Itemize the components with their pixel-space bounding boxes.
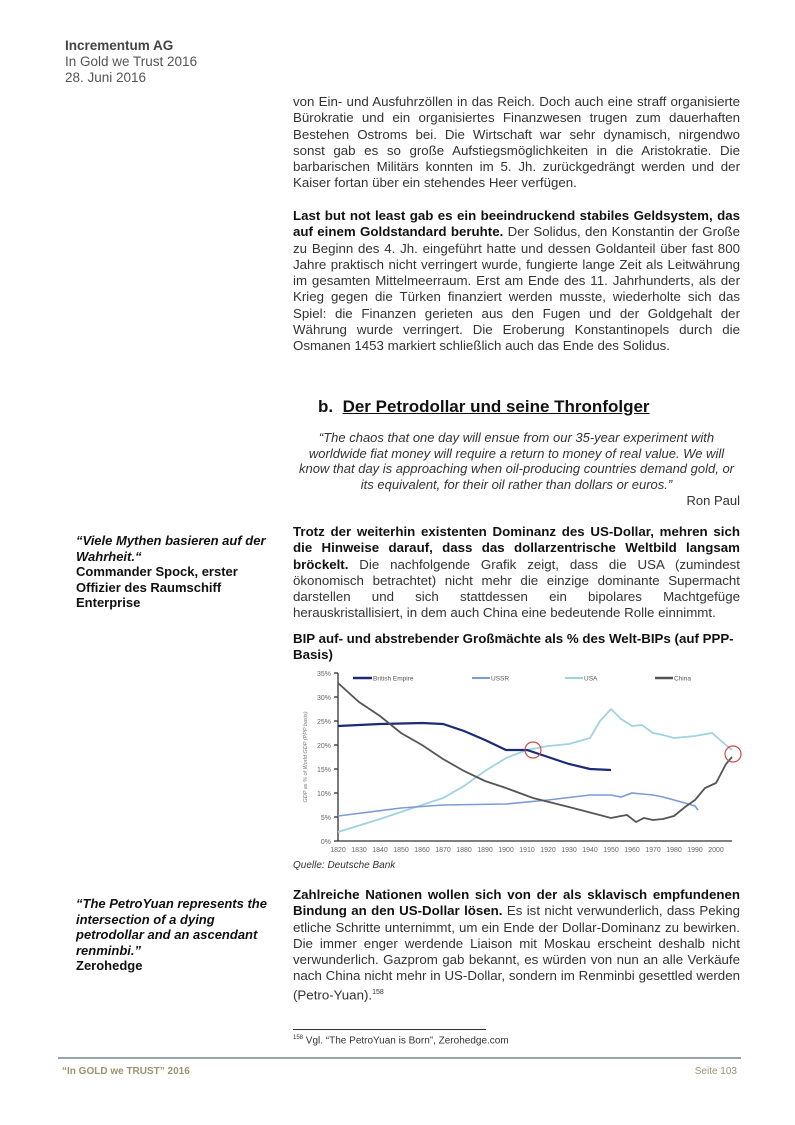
svg-text:1940: 1940	[582, 847, 598, 854]
chart-legend	[353, 676, 691, 683]
svg-text:1920: 1920	[540, 847, 556, 854]
paragraph-lead: Zahlreiche Nationen wollen sich von der als sklavisch empfundenen Bindung an den US-Dollar lösen.	[293, 887, 740, 919]
svg-text:1860: 1860	[414, 847, 430, 854]
svg-text:British Empire: British Empire	[373, 675, 414, 683]
svg-text:1820: 1820	[330, 847, 346, 854]
page-header	[65, 38, 197, 86]
sidebar-quote-text: “Viele Mythen basieren auf der Wahrheit.“	[76, 533, 266, 564]
x-tick-labels	[330, 847, 724, 854]
chart-source: Quelle: Deutsche Bank	[293, 860, 396, 871]
chart-title: BIP auf- und abstrebender Großmächte als % des Welt-BIPs (auf PPP-Basis)	[293, 631, 734, 662]
svg-text:1950: 1950	[603, 847, 619, 854]
y-tick-labels	[317, 671, 331, 846]
svg-text:China: China	[674, 675, 691, 683]
paragraph-dollar-dominance	[293, 524, 740, 622]
svg-text:1890: 1890	[477, 847, 493, 854]
svg-text:USSR: USSR	[491, 675, 510, 683]
svg-text:1990: 1990	[687, 847, 703, 854]
series-british-empire	[338, 723, 611, 770]
sidebar-quote-zerohedge	[76, 896, 281, 974]
series-ussr	[338, 793, 698, 816]
paragraph-body: Die nachfolgende Grafik zeigt, dass die USA (zumindest ökonomisch betrachtet) nicht mehr die einzige dominante Supermacht darstellen und sich stattdessen ein bipolares Machtgefüge herauskristallisiert, in dem auch China eine bedeutende Rolle einnimmt.	[293, 556, 740, 621]
y-axis-label: GDP as % of World GDP (PPP basis)	[303, 711, 309, 803]
svg-text:1930: 1930	[561, 847, 577, 854]
section-letter: b.	[318, 397, 334, 416]
svg-text:15%: 15%	[316, 767, 331, 774]
footer-divider	[58, 1057, 741, 1059]
footnote	[293, 1035, 509, 1046]
sidebar-quote-spock	[76, 533, 281, 611]
annotation-circle-2008	[725, 746, 741, 762]
footer-publication: “In GOLD we TRUST” 2016	[62, 1066, 190, 1077]
svg-text:35%: 35%	[316, 671, 331, 678]
svg-text:2000: 2000	[708, 847, 724, 854]
svg-text:1910: 1910	[519, 847, 535, 854]
company-name: Incrementum AG	[65, 38, 174, 53]
publication-date: 28. Juni 2016	[65, 70, 147, 85]
svg-text:0%: 0%	[320, 839, 331, 846]
epigraph-author: Ron Paul	[686, 493, 740, 508]
paragraph-lead: Last but not least gab es ein beeindruckend stabiles Geldsystem, das auf einem Goldstandard beruhte.	[293, 208, 740, 240]
svg-text:10%: 10%	[316, 791, 331, 798]
paragraph-solidus	[293, 208, 740, 355]
paragraph-body: Der Solidus, den Konstantin der Große zu Beginn des 4. Jh. eingeführt hatte und dessen Goldanteil über fast 800 Jahre praktisch nicht verringert wurde, fungierte lange Zeit als Leitwährung im gesamten Mittelmeerraum. Erst am Ende des 11. Jahrhunderts, als der Krieg gegen die Türken finanziert werden musste, wiederholte sich das Spiel: die Finanzen gerieten aus den Fugen und der Goldgehalt der Währung wurde verringert. Die Eroberung Konstantinopels durch die Osmanen 1453 markiert schließlich auch das Ende des Solidus.	[293, 224, 740, 354]
section-title: Der Petrodollar und seine Thronfolger	[342, 397, 650, 416]
publication-title: In Gold we Trust 2016	[65, 54, 198, 69]
svg-text:30%: 30%	[316, 695, 331, 702]
paragraph-body: Es ist nicht verwunderlich, dass Peking etliche Schritte unternimmt, um ein Ende der Dollar-Dominanz zu bewirken. Die immer enger werdende Liaison mit Moskau erscheint deshalb nicht verwunderlich. Gazprom gab bekannt, es würden von nun an alle Verkäufe nach China nicht mehr in US-Dollar, sondern im Renminbi gesettled werden (Petro-Yuan).	[293, 903, 740, 1003]
sidebar-quote-author: Zerohedge	[76, 958, 143, 973]
svg-text:1840: 1840	[372, 847, 388, 854]
y-axis	[334, 673, 338, 841]
paragraph-petroyuan	[293, 887, 740, 1004]
svg-text:1960: 1960	[624, 847, 640, 854]
section-heading	[318, 397, 650, 417]
gdp-share-chart	[285, 662, 745, 858]
footnote-divider	[293, 1029, 486, 1030]
svg-text:20%: 20%	[316, 743, 331, 750]
svg-text:USA: USA	[584, 675, 598, 683]
page-number: Seite 103	[694, 1066, 737, 1077]
svg-text:1970: 1970	[645, 847, 661, 854]
paragraph-lead: Trotz der weiterhin existenten Dominanz des US-Dollar, mehren sich die Hinweise darauf, dass das dollarzentrische Weltbild langsam bröckelt.	[293, 524, 740, 572]
svg-text:1880: 1880	[456, 847, 472, 854]
svg-text:1870: 1870	[435, 847, 451, 854]
svg-text:5%: 5%	[320, 815, 331, 822]
epigraph-quote: “The chaos that one day will ensue from our 35-year experiment with worldwide fiat money will require a return to money of real value. We will know that day is approaching when oil-producing countries demand gold, or its equivalent, for their oil rather than dollars or euros.”	[298, 430, 735, 492]
svg-text:1850: 1850	[393, 847, 409, 854]
svg-text:1900: 1900	[498, 847, 514, 854]
sidebar-quote-author: Commander Spock, erster Offizier des Raumschiff Enterprise	[76, 564, 238, 610]
paragraph-ostrom: von Ein- und Ausfuhrzöllen in das Reich. Doch auch eine straff organisierte Bürokratie und ein organisiertes Finanzwesen trugen zum dauerhaften Bestehen Ostroms bei. Die Wirtschaft war sehr dynamisch, nirgendwo sonst gab es so große Aufstiegsmöglichkeiten in die Aristokratie. Die barbarischen Militärs konnten im 5. Jh. zurückgedrängt werden und der Kaiser fortan über ein stehendes Heer verfügen.	[293, 94, 740, 191]
series-usa	[338, 709, 732, 832]
sidebar-quote-text: “The PetroYuan represents the intersection of a dying petrodollar and an ascendant renminbi.”	[76, 896, 267, 958]
footnote-ref[interactable]: 158	[372, 988, 384, 996]
svg-text:1980: 1980	[666, 847, 682, 854]
footnote-text: Vgl. “The PetroYuan is Born”, Zerohedge.com	[303, 1035, 509, 1047]
footnote-number: 158	[293, 1035, 304, 1041]
svg-text:1830: 1830	[351, 847, 367, 854]
svg-text:25%: 25%	[316, 719, 331, 726]
